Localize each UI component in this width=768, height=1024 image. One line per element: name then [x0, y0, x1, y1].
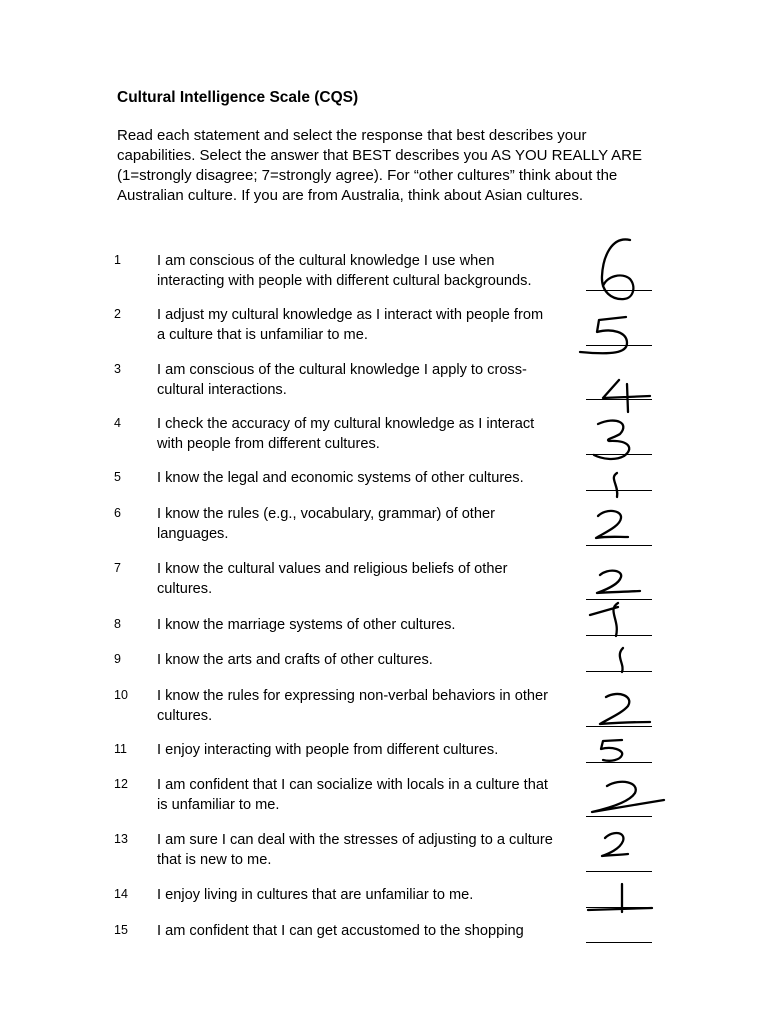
question-text-line: I enjoy living in cultures that are unfamiliar to me. [157, 887, 474, 903]
handwritten-answer-13 [602, 833, 628, 856]
question-number: 10 [114, 688, 128, 702]
handwritten-answer-11 [601, 740, 622, 761]
question-text [157, 468, 587, 488]
instructions-line: capabilities. Select the answer that BEST describes you AS YOU REALLY ARE [117, 147, 642, 164]
question-text-line: I adjust my cultural knowledge as I interact with people from [157, 307, 544, 323]
answer-blank[interactable] [586, 399, 652, 400]
question-text [157, 830, 587, 870]
handwritten-answer-9 [620, 648, 623, 672]
answer-blank[interactable] [586, 599, 652, 600]
question-text-line: I am confident that I can socialize with locals in a culture that [157, 777, 548, 793]
question-text-line: I am conscious of the cultural knowledge I use when [157, 253, 495, 269]
question-text [157, 921, 587, 941]
question-number: 1 [114, 253, 121, 267]
page-title: Cultural Intelligence Scale (CQS) [117, 89, 359, 106]
instructions-line: (1=strongly disagree; 7=strongly agree). For “other cultures” think about the [117, 167, 618, 184]
answer-blank[interactable] [586, 762, 652, 763]
question-number: 14 [114, 887, 128, 901]
handwritten-answer-2 [580, 317, 627, 353]
question-number: 12 [114, 777, 128, 791]
question-text-line: cultures. [157, 581, 213, 597]
question-text-line: a culture that is unfamiliar to me. [157, 327, 368, 343]
question-text-line: that is new to me. [157, 852, 272, 868]
handwritten-answer-7 [597, 571, 640, 593]
question-text [157, 775, 587, 815]
question-text [157, 251, 587, 291]
handwritten-answer-6 [596, 511, 628, 538]
question-text [157, 559, 587, 599]
question-number: 6 [114, 506, 121, 520]
question-text-line: I am confident that I can get accustomed to the shopping [157, 923, 524, 939]
question-text-line: cultures. [157, 708, 213, 724]
instructions-paragraph [117, 126, 657, 206]
answer-blank[interactable] [586, 454, 652, 455]
question-text-line: is unfamiliar to me. [157, 797, 280, 813]
answer-blank[interactable] [586, 635, 652, 636]
answer-blank[interactable] [586, 726, 652, 727]
question-text-line: I know the cultural values and religious beliefs of other [157, 561, 508, 577]
question-text [157, 360, 587, 400]
question-text-line: I know the marriage systems of other cultures. [157, 617, 456, 633]
answer-blank[interactable] [586, 907, 652, 908]
question-number: 2 [114, 307, 121, 321]
question-number: 8 [114, 617, 121, 631]
question-number: 5 [114, 470, 121, 484]
question-text-line: languages. [157, 526, 229, 542]
instructions-line: Read each statement and select the response that best describes your [117, 127, 587, 144]
question-text [157, 615, 587, 635]
question-number: 11 [114, 742, 127, 756]
question-number: 13 [114, 832, 128, 846]
handwritten-answer-12 [592, 782, 664, 812]
question-number: 3 [114, 362, 121, 376]
answer-blank[interactable] [586, 490, 652, 491]
question-text-line: I know the arts and crafts of other cultures. [157, 652, 433, 668]
question-text-line: interacting with people with different cultural backgrounds. [157, 273, 532, 289]
question-text [157, 504, 587, 544]
answer-blank[interactable] [586, 545, 652, 546]
question-number: 7 [114, 561, 121, 575]
question-number: 15 [114, 923, 128, 937]
answer-blank[interactable] [586, 871, 652, 872]
question-text-line: I am conscious of the cultural knowledge I apply to cross- [157, 362, 527, 378]
question-text [157, 686, 587, 726]
question-text-line: with people from different cultures. [157, 436, 380, 452]
answer-blank[interactable] [586, 345, 652, 346]
question-text [157, 650, 587, 670]
question-text-line: I enjoy interacting with people from different cultures. [157, 742, 499, 758]
handwritten-answer-10 [600, 694, 650, 724]
answer-blank[interactable] [586, 290, 652, 291]
question-text-line: I check the accuracy of my cultural knowledge as I interact [157, 416, 535, 432]
question-text [157, 414, 587, 454]
question-text-line: I know the rules (e.g., vocabulary, grammar) of other [157, 506, 495, 522]
answer-blank[interactable] [586, 942, 652, 943]
question-number: 4 [114, 416, 121, 430]
handwritten-answer-3 [603, 380, 650, 412]
question-text [157, 740, 587, 760]
question-text-line: cultural interactions. [157, 382, 287, 398]
instructions-line: Australian culture. If you are from Australia, think about Asian cultures. [117, 187, 584, 204]
question-text-line: I am sure I can deal with the stresses of adjusting to a culture [157, 832, 553, 848]
question-text-line: I know the legal and economic systems of other cultures. [157, 470, 524, 486]
question-text [157, 885, 587, 905]
question-text [157, 305, 587, 345]
question-text-line: I know the rules for expressing non-verbal behaviors in other [157, 688, 548, 704]
handwritten-answer-8 [590, 603, 618, 636]
question-number: 9 [114, 652, 121, 666]
handwritten-answer-5 [614, 473, 617, 497]
answer-blank[interactable] [586, 671, 652, 672]
answer-blank[interactable] [586, 816, 652, 817]
